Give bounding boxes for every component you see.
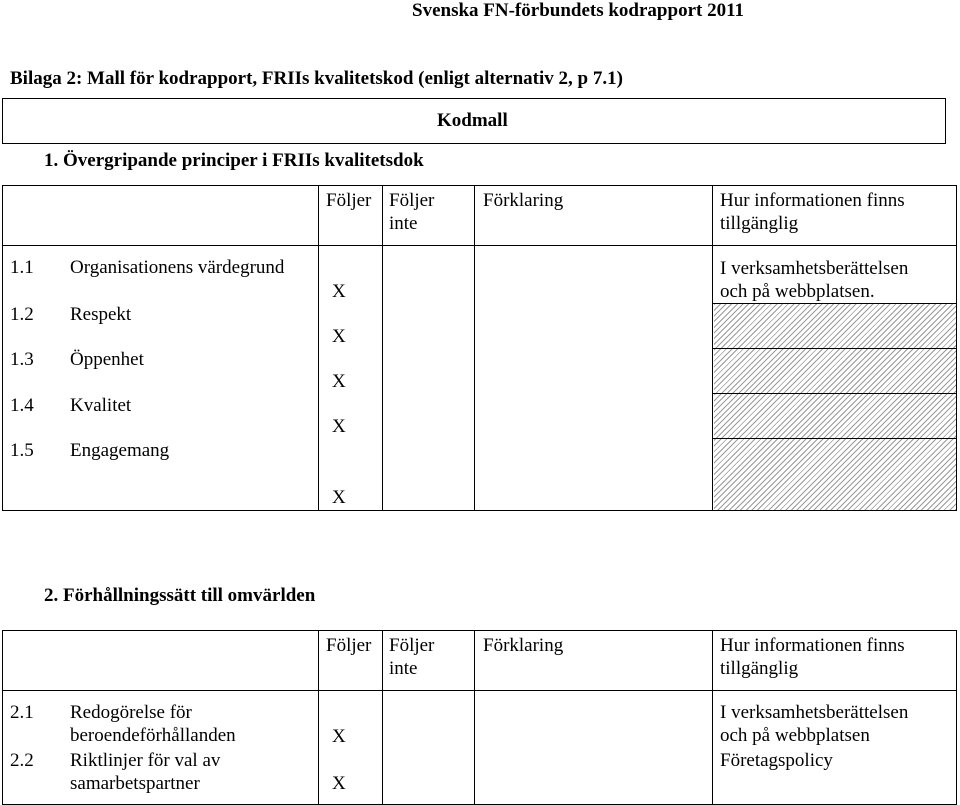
row-label: Respekt	[70, 304, 132, 325]
column-header-info-line2: tillgänglig	[720, 213, 799, 234]
follows-mark: X	[332, 487, 346, 508]
section-1-heading: 1. Övergripande principer i FRIIs kvalitetsdok	[44, 150, 424, 171]
section-2-col-divider	[382, 630, 383, 805]
row-number: 2.1	[10, 702, 34, 723]
row-2-1-info	[720, 701, 908, 747]
column-header-follows: Följer	[326, 190, 372, 211]
section-1-header-divider	[2, 245, 957, 246]
row-label	[70, 701, 236, 747]
column-header-explanation: Förklaring	[483, 635, 564, 656]
column-header-not-follows	[389, 189, 434, 235]
row-2-2-info	[720, 749, 833, 772]
follows-mark: X	[332, 326, 346, 347]
row-number: 1.2	[10, 304, 34, 325]
row-2-1	[10, 701, 236, 746]
column-header-info	[720, 634, 905, 680]
row-1-1-info	[720, 257, 908, 303]
row-info-line1: I verksamhetsberättelsen	[720, 702, 909, 723]
follows-mark: X	[332, 371, 346, 392]
info-cell-divider	[712, 303, 957, 304]
row-2-2	[10, 749, 221, 794]
column-header-info-line1: Hur informationen finns	[720, 190, 905, 211]
row-info-line1: Företagspolicy	[720, 750, 833, 771]
row-number: 1.5	[10, 440, 34, 461]
column-header-explanation: Förklaring	[483, 190, 564, 211]
info-cell-divider	[712, 438, 957, 439]
column-header-follows: Följer	[326, 635, 372, 656]
row-label-line1: Redogörelse för	[70, 702, 192, 723]
row-info-line2: och på webbplatsen	[720, 725, 870, 746]
row-number: 1.3	[10, 349, 34, 370]
row-1-5	[10, 439, 170, 462]
row-info-line1: I verksamhetsberättelsen	[720, 258, 909, 279]
row-1-3	[10, 348, 144, 371]
row-label: Organisationens värdegrund	[70, 257, 285, 278]
column-header-not-follows-line1: Följer	[389, 635, 435, 656]
row-1-2	[10, 303, 132, 326]
column-header-info	[720, 189, 905, 235]
section-2-col-divider	[318, 630, 319, 805]
row-label: Kvalitet	[70, 395, 132, 416]
row-label-line2: samarbetspartner	[70, 773, 200, 794]
row-label-line2: beroendeförhållanden	[70, 725, 236, 746]
section-1-col-divider	[474, 185, 475, 511]
appendix-title: Bilaga 2: Mall för kodrapport, FRIIs kvalitetskod (enligt alternativ 2, p 7.1)	[10, 68, 623, 89]
row-number: 1.1	[10, 257, 34, 278]
row-1-1	[10, 256, 285, 279]
follows-mark: X	[332, 773, 346, 794]
section-2-col-divider	[712, 630, 713, 805]
column-header-info-line2: tillgänglig	[720, 658, 799, 679]
section-2-header-divider	[2, 690, 957, 691]
column-header-not-follows	[389, 634, 434, 680]
info-cell-divider	[712, 393, 957, 394]
row-label: Engagemang	[70, 440, 170, 461]
row-label-line1: Riktlinjer för val av	[70, 750, 221, 771]
column-header-not-follows-line2: inte	[389, 658, 418, 679]
follows-mark: X	[332, 416, 346, 437]
column-header-not-follows-line2: inte	[389, 213, 418, 234]
report-title: Svenska FN-förbundets kodrapport 2011	[412, 0, 745, 21]
row-label: Öppenhet	[70, 349, 144, 370]
follows-mark: X	[332, 281, 346, 302]
section-2-heading: 2. Förhållningssätt till omvärlden	[44, 585, 316, 606]
column-header-not-follows-line1: Följer	[389, 190, 435, 211]
section-1-col-divider	[382, 185, 383, 511]
row-number: 1.4	[10, 395, 34, 416]
follows-mark: X	[332, 726, 346, 747]
section-1-col-divider	[318, 185, 319, 511]
section-2-col-divider	[474, 630, 475, 805]
info-cell-divider	[712, 348, 957, 349]
row-label	[70, 749, 220, 795]
hatched-cell	[714, 304, 956, 510]
row-number: 2.2	[10, 750, 34, 771]
column-header-info-line1: Hur informationen finns	[720, 635, 905, 656]
row-1-4	[10, 394, 132, 417]
template-label: Kodmall	[437, 110, 508, 131]
row-info-line2: och på webbplatsen.	[720, 281, 875, 302]
